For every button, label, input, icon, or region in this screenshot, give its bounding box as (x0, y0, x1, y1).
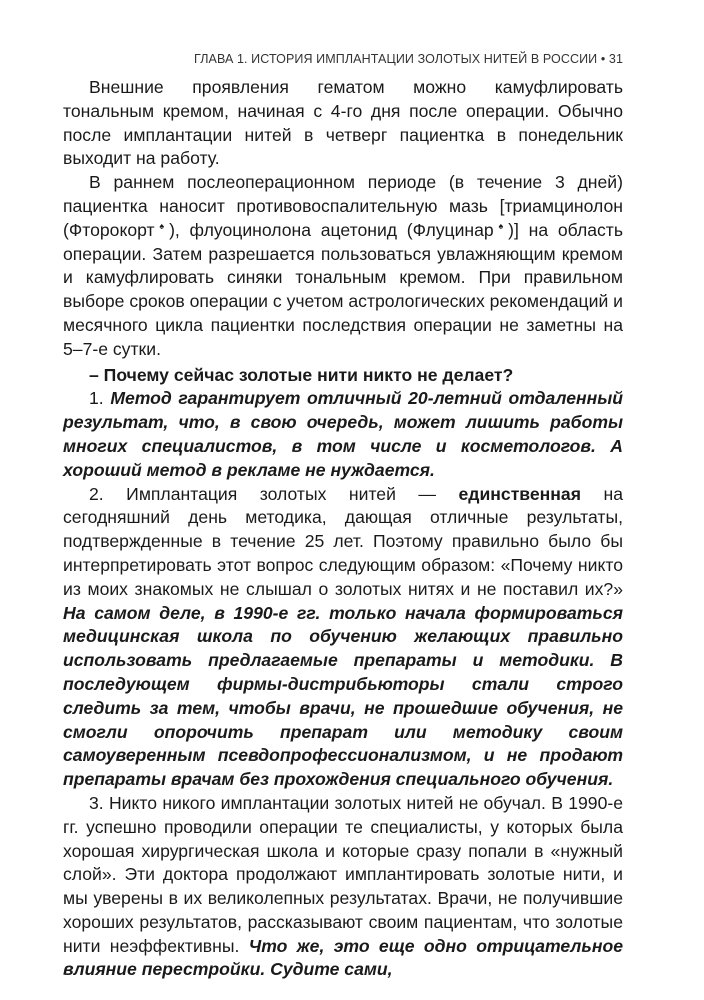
running-header: ГЛАВА 1. ИСТОРИЯ ИМПЛАНТАЦИИ ЗОЛОТЫХ НИТЕЙ В РОССИИ • 31 (194, 52, 623, 66)
book-page (63, 48, 623, 982)
answer-1: 1. Метод гарантирует отличный 20-летний отдаленный результат, что, в свою очередь, может лишить работы многих специалистов, в том числе и косметологов. А хороший метод в рекламе не нуждается. (63, 388, 624, 480)
answer-3: 3. Никто никого имплантации золотых нитей не обучал. В 1990-е гг. успешно проводили операции те специалисты, у которых была хорошая хирургическая школа и которые сразу попали в «нужный слой». Эти доктора продолжают имплантировать золотые нити, и мы уверены в их великолепных результатах. Врачи, не получившие хороших результатов, рассказывают своим пациентам, что золотые нити неэффективны. Что же, это еще одно отрицательное влияние перестройки. Судите сами, (63, 792, 623, 980)
answer-2: 2. Имплантация золотых нитей — единственная на сегодняшний день методика, дающая отличные результаты, подтвержденные в течение 25 лет. Поэтому правильно было бы интерпретировать этот вопрос следующим образом: «Почему никто из моих знакомых не слышал о золотых нитях и не поставил их?» На самом деле, в 1990-е гг. только начала формироваться медицинская школа по обучению желающих правильно использовать предлагаемые препараты и методики. В последующем фирмы-дистрибьюторы стали строго следить за тем, чтобы врачи, не прошедшие обучения, не смогли опорочить препарат или методику своим самоуверенным псевдопрофессионализмом, и не продают препараты врачам без прохождения специального обучения. (63, 483, 624, 790)
trademark-mark: ♠ (493, 220, 509, 231)
paragraph-hematoma: Внешние проявления гематом можно камуфлировать тональным кремом, начиная с 4-го дня после операции. Обычно после имплантации нитей в четверг пациентка в понедельник выходит на работу. (63, 77, 623, 169)
trademark-mark: ♠ (154, 220, 170, 231)
page-body (63, 76, 623, 982)
paragraph-postop: В раннем послеоперационном периоде (в течение 3 дней) пациентка наносит противовоспалительную мазь [триамцинолон (Фторокорт♠), флуоцинолона ацетонид (Флуцинар♠)] на область операции. Затем разрешается пользоваться увлажняющим кремом и камуфлировать синяки тональным кремом. При правильном выборе сроков операции с учетом астрологических рекомендаций и месячного цикла пациентки последствия операции не заметны на 5–7-е сутки. (63, 172, 624, 359)
question-heading: – Почему сейчас золотые нити никто не делает? (89, 364, 514, 385)
